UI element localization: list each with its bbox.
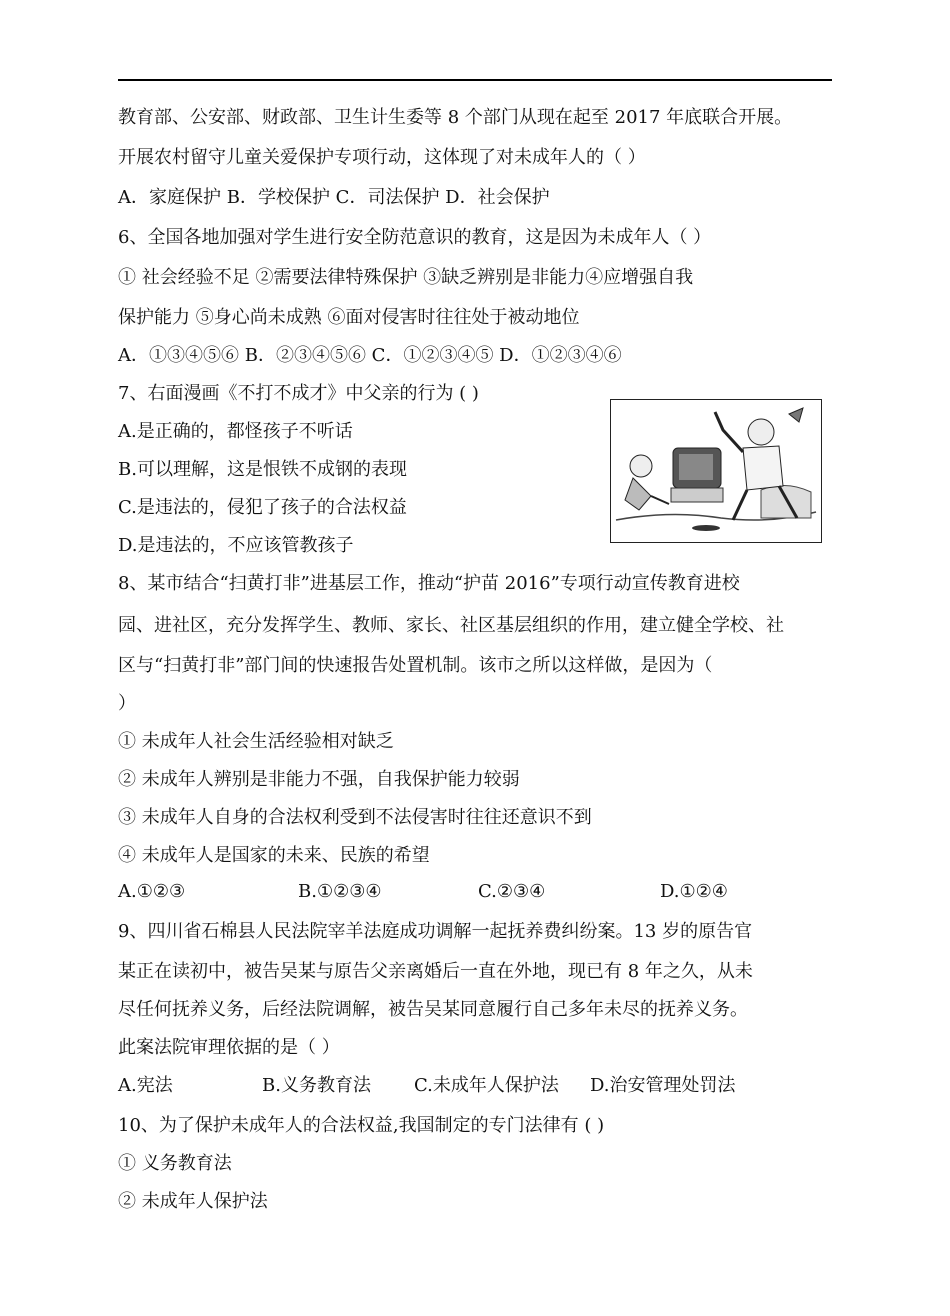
q8-option-a: A.①②③ <box>118 881 186 902</box>
text-line: ④ 未成年人是国家的未来、民族的希望 <box>118 845 430 866</box>
q9-option-c: C.未成年人保护法 <box>414 1075 559 1096</box>
text-line: 教育部、公安部、财政部、卫生计生委等 8 个部门从现在起至 2017 年底联合开展。 <box>118 107 793 128</box>
question-6: 6、全国各地加强对学生进行安全防范意识的教育，这是因为未成年人（ ） <box>118 227 712 248</box>
text-line: 尽任何抚养义务，后经法院调解，被告吴某同意履行自己多年未尽的抚养义务。 <box>118 999 748 1020</box>
text-line: ① 社会经验不足 ②需要法律特殊保护 ③缺乏辨别是非能力④应增强自我 <box>118 267 694 288</box>
q9-option-b: B.义务教育法 <box>262 1075 371 1096</box>
question-8: 8、某市结合“扫黄打非”进基层工作，推动“护苗 2016”专项行动宣传教育进校 <box>118 573 740 594</box>
text-line: 保护能力 ⑤身心尚未成熟 ⑥面对侵害时往往处于被动地位 <box>118 307 580 328</box>
header-rule <box>118 79 832 81</box>
text-line: B.可以理解，这是恨铁不成钢的表现 <box>118 459 407 480</box>
cartoon-image <box>610 399 822 543</box>
text-line: ） <box>118 693 136 714</box>
text-line: D.是违法的，不应该管教孩子 <box>118 535 354 556</box>
question-10: 10、为了保护未成年人的合法权益,我国制定的专门法律有 ( ) <box>118 1115 605 1136</box>
question-9: 9、四川省石棉县人民法院宰羊法庭成功调解一起抚养费纠纷案。13 岁的原告官 <box>118 921 753 942</box>
text-line: ③ 未成年人自身的合法权利受到不法侵害时往往还意识不到 <box>118 807 592 828</box>
text-line: ① 未成年人社会生活经验相对缺乏 <box>118 731 394 752</box>
q8-option-d: D.①②④ <box>660 881 728 902</box>
text-line: C.是违法的，侵犯了孩子的合法权益 <box>118 497 407 518</box>
text-line: ② 未成年人保护法 <box>118 1191 268 1212</box>
text-line: A．家庭保护 B．学校保护 C．司法保护 D．社会保护 <box>118 187 550 208</box>
text-line: 某正在读初中，被告吴某与原告父亲离婚后一直在外地，现已有 8 年之久，从未 <box>118 961 753 982</box>
text-line: A.是正确的，都怪孩子不听话 <box>118 421 353 442</box>
text-line: 区与“扫黄打非”部门间的快速报告处置机制。该市之所以这样做，是因为（ <box>118 655 713 676</box>
text-line: A．①③④⑤⑥ B．②③④⑤⑥ C．①②③④⑤ D．①②③④⑥ <box>118 345 622 366</box>
q8-option-b: B.①②③④ <box>298 881 382 902</box>
q9-option-a: A.宪法 <box>118 1075 173 1096</box>
question-7: 7、右面漫画《不打不成才》中父亲的行为 ( ) <box>118 383 479 404</box>
text-line: 开展农村留守儿童关爱保护专项行动，这体现了对未成年人的（ ） <box>118 147 646 168</box>
cartoon-illustration <box>611 400 821 542</box>
text-line: 园、进社区，充分发挥学生、教师、家长、社区基层组织的作用，建立健全学校、社 <box>118 615 784 636</box>
q8-option-c: C.②③④ <box>478 881 546 902</box>
text-line: ② 未成年人辨别是非能力不强，自我保护能力较弱 <box>118 769 520 790</box>
text-line: ① 义务教育法 <box>118 1153 232 1174</box>
text-line: 此案法院审理依据的是（ ） <box>118 1037 340 1058</box>
q9-option-d: D.治安管理处罚法 <box>590 1075 736 1096</box>
